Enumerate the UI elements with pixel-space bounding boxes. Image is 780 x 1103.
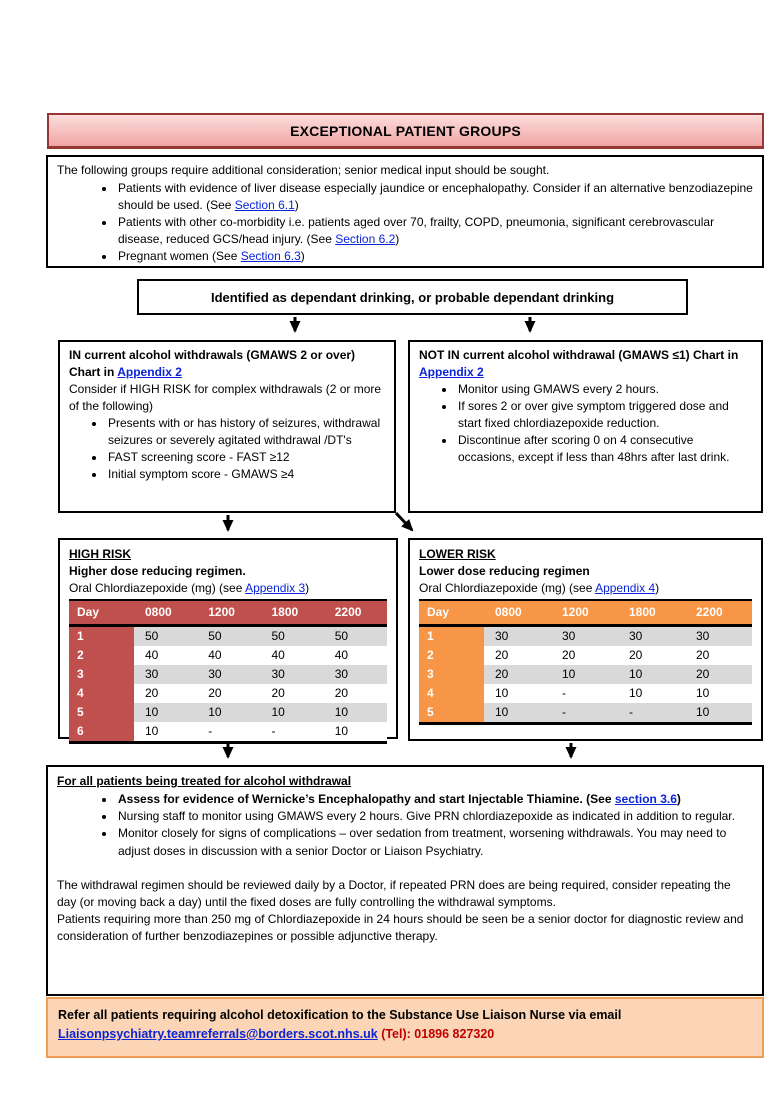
all-patients-heading: For all patients being treated for alcohol withdrawal xyxy=(57,774,352,788)
time-column-header: 0800 xyxy=(484,600,551,625)
day-cell: 3 xyxy=(419,665,484,684)
list-item xyxy=(116,214,754,248)
identified-label: Identified as dependant drinking, or probable dependant drinking xyxy=(210,289,615,305)
groups-bullet-list xyxy=(57,180,754,265)
dose-cell: 10 xyxy=(484,703,551,724)
time-column-header: 1800 xyxy=(261,600,324,625)
not-in-withdrawal-bullets xyxy=(419,381,753,466)
bullet-text-suffix: ) xyxy=(676,792,681,807)
dose-cell: 30 xyxy=(134,665,197,684)
dose-row xyxy=(419,665,752,684)
lower-risk-box xyxy=(408,538,763,741)
bullet-text: Pregnant women (See xyxy=(118,249,241,264)
dose-cell: 30 xyxy=(197,665,260,684)
dose-row xyxy=(69,703,387,722)
dose-cell: 10 xyxy=(618,665,685,684)
caption-text: Oral Chlordiazepoxide (mg) (see xyxy=(419,580,596,595)
dose-cell: - xyxy=(551,703,618,724)
dose-cell: 20 xyxy=(484,646,551,665)
high-risk-caption xyxy=(69,580,387,597)
dose-cell: 10 xyxy=(134,722,197,743)
day-cell: 5 xyxy=(419,703,484,724)
in-withdrawal-bullets xyxy=(69,415,386,483)
section-6-1-link[interactable]: Section 6.1 xyxy=(234,198,295,213)
dose-cell: - xyxy=(197,722,260,743)
day-cell: 2 xyxy=(69,646,134,665)
bullet-text-suffix: ) xyxy=(294,198,299,213)
dose-row xyxy=(69,684,387,703)
dose-cell: 20 xyxy=(197,684,260,703)
time-column-header: 2200 xyxy=(324,600,387,625)
referral-contact-line xyxy=(58,1025,752,1044)
title-text: IN current alcohol withdrawals (GMAWS 2 or over) Chart in xyxy=(69,348,356,380)
in-withdrawal-box xyxy=(58,340,396,513)
dose-cell: 10 xyxy=(484,684,551,703)
list-item: • Monitor using GMAWS every 2 hours. xyxy=(456,381,753,398)
dose-row xyxy=(69,646,387,665)
day-cell: 3 xyxy=(69,665,134,684)
dose-row xyxy=(419,703,752,724)
dose-cell: 20 xyxy=(484,665,551,684)
dose-row xyxy=(69,722,387,743)
day-column-header: Day xyxy=(419,600,484,625)
high-risk-dose-table xyxy=(69,599,387,744)
page-title-banner xyxy=(47,113,764,149)
lower-risk-caption xyxy=(419,580,752,597)
dose-cell: 10 xyxy=(197,703,260,722)
in-withdrawal-title xyxy=(69,347,386,381)
day-cell: 6 xyxy=(69,722,134,743)
arrow-in-to-lower-risk xyxy=(396,513,412,530)
bullet-text: Patients with other co-morbidity i.e. patients aged over 70, frailty, COPD, pneumonia, significant cerebrovascular disease, reduced GCS/head injury. (See xyxy=(118,215,715,247)
dose-row xyxy=(419,684,752,703)
list-item: • Initial symptom score - GMAWS ≥4 xyxy=(106,466,386,483)
dose-cell: 20 xyxy=(685,665,752,684)
section-6-2-link[interactable]: Section 6.2 xyxy=(335,232,396,247)
day-cell: 4 xyxy=(419,684,484,703)
caption-suffix: ) xyxy=(305,580,310,595)
dose-cell: 50 xyxy=(261,626,324,647)
dose-row xyxy=(419,626,752,647)
day-cell: 1 xyxy=(419,626,484,647)
day-cell: 4 xyxy=(69,684,134,703)
lower-risk-subheading: Lower dose reducing regimen xyxy=(419,563,590,578)
dose-cell: 20 xyxy=(685,646,752,665)
list-item: • FAST screening score - FAST ≥12 xyxy=(106,449,386,466)
caption-suffix: ) xyxy=(655,580,660,595)
dose-cell: 40 xyxy=(197,646,260,665)
dose-cell: - xyxy=(261,722,324,743)
high-risk-box xyxy=(58,538,398,739)
list-item xyxy=(116,180,754,214)
dose-cell: 50 xyxy=(197,626,260,647)
day-cell: 1 xyxy=(69,626,134,647)
high-risk-heading: HIGH RISK xyxy=(69,547,132,561)
dose-cell: 40 xyxy=(324,646,387,665)
dose-cell: 20 xyxy=(324,684,387,703)
dose-cell: 10 xyxy=(551,665,618,684)
list-item xyxy=(116,248,754,265)
bullet-text: Patients with evidence of liver disease especially jaundice or encephalopathy. Consider if an alternative benzodiazepine should be used. (See xyxy=(118,181,753,213)
time-column-header: 1200 xyxy=(551,600,618,625)
dose-cell: - xyxy=(618,703,685,724)
dose-cell: 30 xyxy=(618,626,685,647)
dose-cell: 40 xyxy=(134,646,197,665)
lower-risk-dose-table xyxy=(419,599,752,725)
day-cell: 5 xyxy=(69,703,134,722)
high-risk-subheading: Higher dose reducing regimen. xyxy=(69,563,246,578)
bullet-text-suffix: ) xyxy=(300,249,305,264)
dose-cell: 30 xyxy=(261,665,324,684)
list-item: • Presents with or has history of seizures, withdrawal seizures or severely agitated withdrawal /DT's xyxy=(106,415,386,449)
dose-cell: 20 xyxy=(261,684,324,703)
time-column-header: 0800 xyxy=(134,600,197,625)
bullet-text: Assess for evidence of Wernicke’s Encephalopathy and start Injectable Thiamine. (See xyxy=(118,792,615,807)
dose-row xyxy=(69,665,387,684)
dose-cell: 50 xyxy=(134,626,197,647)
not-in-withdrawal-title xyxy=(419,347,753,381)
referral-phone: (Tel): 01896 827320 xyxy=(377,1026,495,1041)
dose-cell: 10 xyxy=(685,684,752,703)
dose-cell: 10 xyxy=(324,703,387,722)
dose-cell: 10 xyxy=(618,684,685,703)
appendix-2-link[interactable]: Appendix 2 xyxy=(419,365,484,380)
dose-cell: 30 xyxy=(685,626,752,647)
all-patients-bullets xyxy=(57,791,752,860)
dose-table-header-row xyxy=(69,600,387,625)
exceptional-groups-box xyxy=(46,155,764,268)
list-item xyxy=(116,791,752,808)
dose-cell: 20 xyxy=(618,646,685,665)
dose-cell: 30 xyxy=(324,665,387,684)
list-item: • If sores 2 or over give symptom triggered dose and start fixed chlordiazepoxide reduction. xyxy=(456,398,753,432)
in-withdrawal-subtitle: Consider if HIGH RISK for complex withdrawals (2 or more of the following) xyxy=(69,382,382,414)
dose-cell: 10 xyxy=(324,722,387,743)
page-title: EXCEPTIONAL PATIENT GROUPS xyxy=(290,122,521,139)
time-column-header: 2200 xyxy=(685,600,752,625)
day-cell: 2 xyxy=(419,646,484,665)
appendix-2-link[interactable]: Appendix 2 xyxy=(117,365,182,380)
groups-intro: The following groups require additional consideration; senior medical input should be sought. xyxy=(57,163,550,177)
list-item: • Monitor closely for signs of complications – over sedation from treatment, worsening withdrawals. You may need to adjust doses in discussion with a senior Doctor or Liaison Psychiatry. xyxy=(116,825,752,859)
dose-cell: 30 xyxy=(551,626,618,647)
bullet-text-suffix: ) xyxy=(395,232,400,247)
dose-cell: 30 xyxy=(484,626,551,647)
dose-cell: - xyxy=(551,684,618,703)
section-6-3-link[interactable]: Section 6.3 xyxy=(240,249,301,264)
time-column-header: 1800 xyxy=(618,600,685,625)
dose-cell: 40 xyxy=(261,646,324,665)
not-in-withdrawal-box xyxy=(408,340,763,513)
dose-row xyxy=(419,646,752,665)
dose-cell: 20 xyxy=(551,646,618,665)
review-paragraph: The withdrawal regimen should be reviewed daily by a Doctor, if repeated PRN does are being required, consider repeating the day (or moving back a day) until the fixed doses are fully controlling the withdrawal symptoms. xyxy=(57,877,731,909)
lower-risk-heading: LOWER RISK xyxy=(419,547,496,561)
dose-cell: 10 xyxy=(685,703,752,724)
section-3-6-link[interactable]: section 3.6 xyxy=(614,792,677,807)
dose-cell: 10 xyxy=(261,703,324,722)
dose-limit-paragraph: Patients requiring more than 250 mg of Chlordiazepoxide in 24 hours should be seen be a senior doctor for diagnostic review and consideration of further benzodiazepines or possible adjunctive therapy. xyxy=(57,912,744,944)
dose-row xyxy=(69,626,387,647)
list-item: • Nursing staff to monitor using GMAWS every 2 hours. Give PRN chlordiazepoxide as indicated in addition to regular. xyxy=(116,808,752,825)
all-patients-box xyxy=(46,765,764,996)
referral-box xyxy=(46,997,764,1058)
referral-email-link[interactable]: Liaisonpsychiatry.teamreferrals@borders.scot.nhs.uk xyxy=(58,1026,378,1041)
identified-dependant-box xyxy=(137,279,688,315)
time-column-header: 1200 xyxy=(197,600,260,625)
appendix-3-link[interactable]: Appendix 3 xyxy=(245,580,306,595)
title-text: NOT IN current alcohol withdrawal (GMAWS ≤1) Chart in xyxy=(419,348,739,362)
list-item: • Discontinue after scoring 0 on 4 consecutive occasions, except if less than 48hrs after last drink. xyxy=(456,432,753,466)
caption-text: Oral Chlordiazepoxide (mg) (see xyxy=(69,580,246,595)
referral-line: Refer all patients requiring alcohol detoxification to the Substance Use Liaison Nurse via email xyxy=(58,1008,622,1022)
dose-cell: 20 xyxy=(134,684,197,703)
dose-cell: 10 xyxy=(134,703,197,722)
day-column-header: Day xyxy=(69,600,134,625)
appendix-4-link[interactable]: Appendix 4 xyxy=(595,580,656,595)
dose-cell: 50 xyxy=(324,626,387,647)
dose-table-header-row xyxy=(419,600,752,625)
